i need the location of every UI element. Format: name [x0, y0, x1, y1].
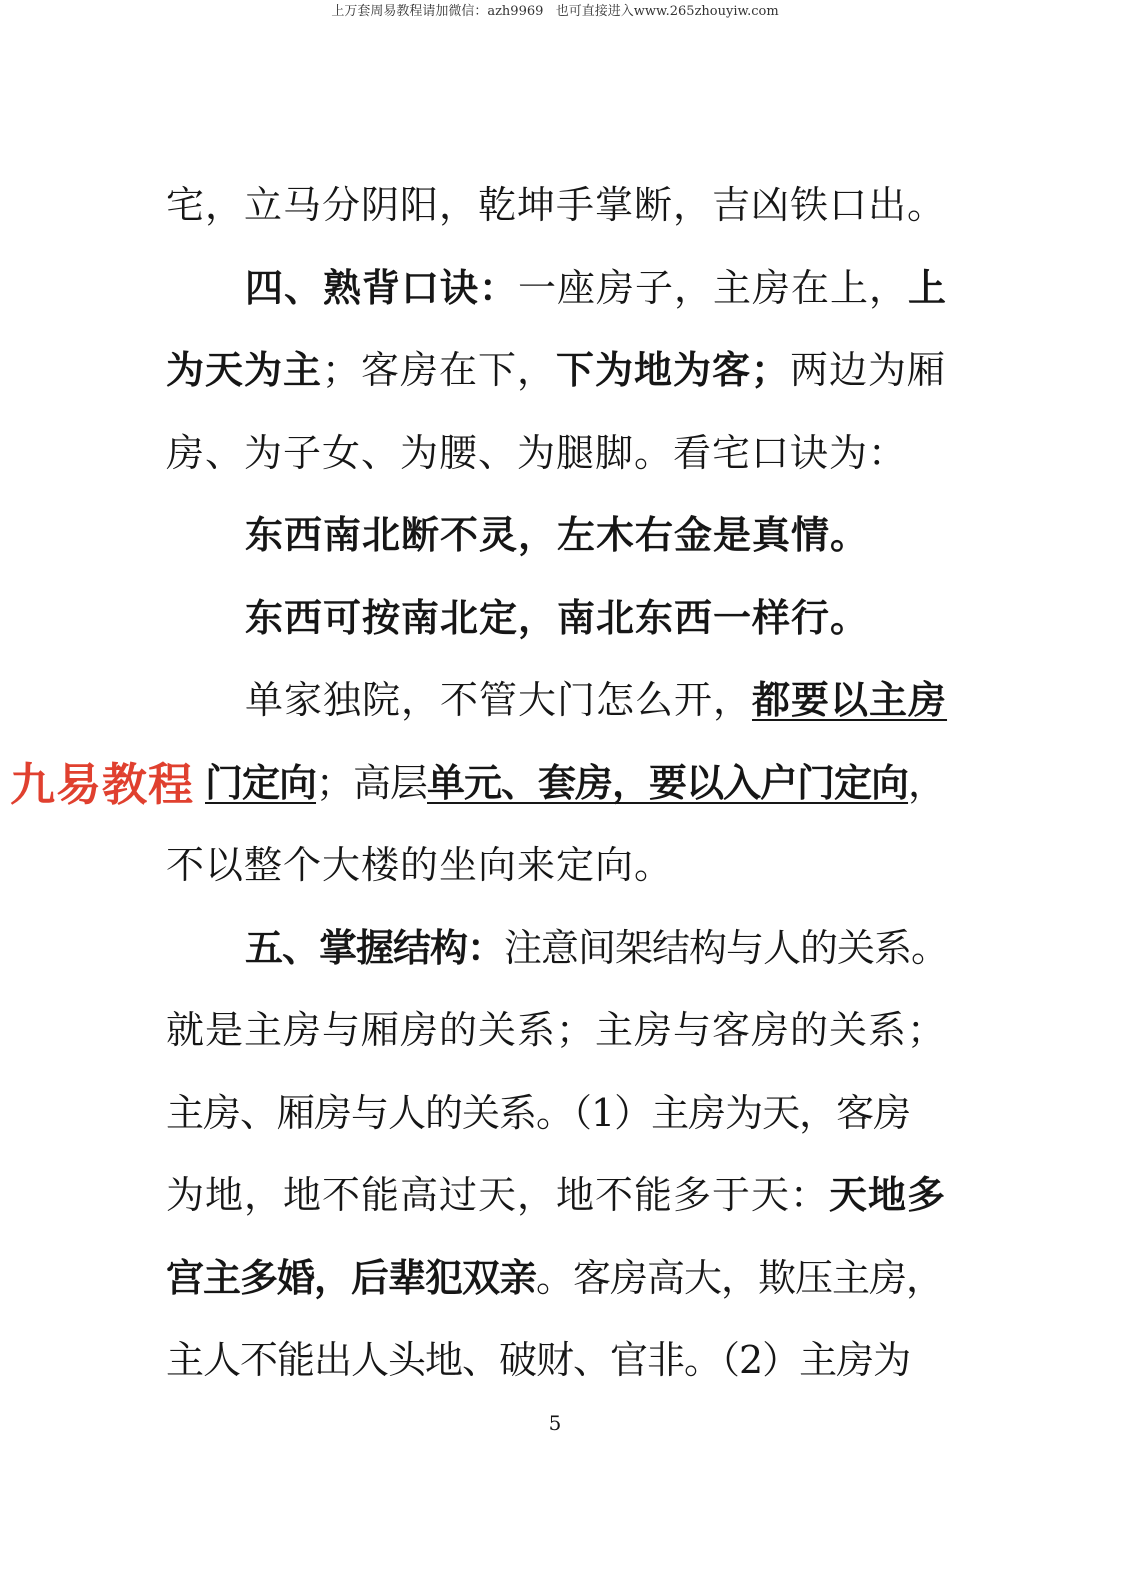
bold-text: 宫主多婚，后辈犯双亲 [166, 1255, 537, 1300]
text-line [166, 1072, 956, 1155]
text-line [166, 494, 956, 577]
text-line [166, 329, 956, 412]
bold-text: 下为地为客； [556, 348, 791, 392]
text-line [166, 742, 956, 825]
page-number: 5 [548, 1411, 562, 1435]
bold-text: 天地多 [829, 1173, 947, 1217]
text-segment: 主人不能出人头地、破财、官非。（2）主房为 [166, 1338, 911, 1382]
text-segment: 为地，地不能高过天，地不能多于天： [166, 1173, 830, 1217]
text-segment: 注意间架结构与人的关系。 [504, 925, 949, 970]
body-text [166, 164, 956, 1402]
verse-line: 东西可按南北定，南北东西一样行。 [245, 595, 870, 640]
text-segment: 宅，立马分阴阳，乾坤手掌断，吉凶铁口出。 [166, 183, 947, 227]
text-line [166, 824, 956, 907]
text-segment: 两边为厢 [790, 348, 947, 392]
text-segment: 一座房子，主房在上， [518, 265, 909, 310]
text-segment: ；高层 [316, 760, 428, 805]
underlined-bold-text: 单元、套房，要以入户门定向 [427, 760, 909, 805]
text-line [166, 1319, 956, 1402]
text-segment: 就是主房与厢房的关系；主房与客房的关系； [166, 1008, 947, 1052]
text-segment: 。客房高大，欺压主房， [536, 1255, 944, 1300]
page-header-note: 上万套周易教程请加微信：azh9969 也可直接进入www.265zhouyiw.com [331, 4, 779, 19]
bold-text: 为天为主 [166, 348, 323, 392]
text-segment: 主房、厢房与人的关系。（1）主房为天，客房 [166, 1090, 911, 1135]
underlined-bold-text: 都要以主房 [752, 678, 948, 722]
text-line [166, 1154, 956, 1237]
verse-line: 东西南北断不灵，左木右金是真情。 [245, 513, 870, 557]
text-line [166, 989, 956, 1072]
section-heading: 四、熟背口诀： [245, 265, 519, 310]
text-line [166, 412, 956, 495]
watermark-logo-text: 九易教程 [10, 758, 195, 811]
underlined-bold-text: 门定向 [205, 760, 317, 805]
text-line [166, 577, 956, 660]
text-segment: 单家独院，不管大门怎么开， [245, 678, 753, 722]
text-line [166, 247, 956, 330]
text-segment: ；客房在下， [322, 348, 557, 392]
text-line [166, 1237, 956, 1320]
text-segment: 不以整个大楼的坐向来定向。 [166, 843, 674, 887]
bold-text: 上 [908, 265, 948, 310]
text-segment: ， [908, 760, 946, 805]
text-line [166, 907, 956, 990]
section-heading: 五、掌握结构： [245, 925, 505, 970]
text-segment: 房、为子女、为腰、为腿脚。看宅口诀为： [166, 430, 908, 475]
text-line [166, 659, 956, 742]
text-line [166, 164, 956, 247]
